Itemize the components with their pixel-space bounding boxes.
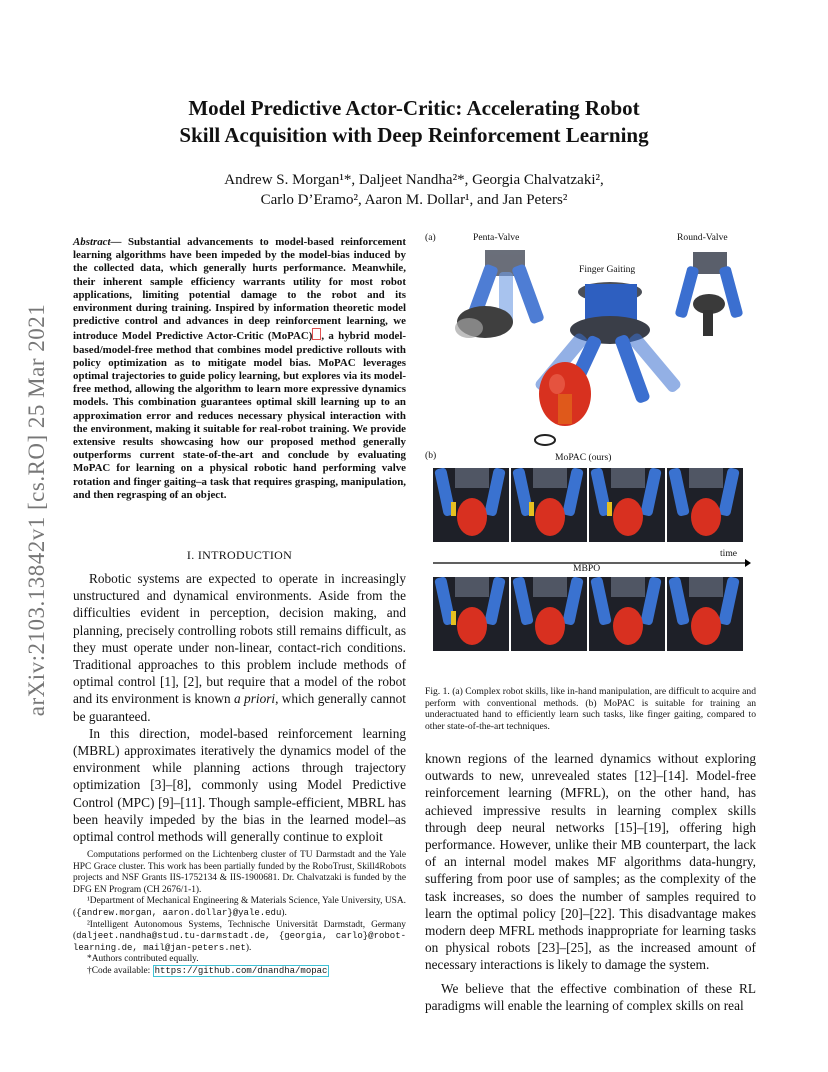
intro-p1-italic: a priori — [234, 691, 276, 707]
abstract-text-a: — Substantial advancements to model-based reinforcement learning algorithms have been impeded by the model-bias induced by the collected data, which generally hurts performance. Meanwhile, their inherent sample efficiency warrants utility for most robot applications, limiting potential damage to the robot and its environment during training. Inspired by information theoretic model predictive control and advances in deep reinforcement learning, we introduce Model Predictive Actor-Critic (MoPAC) — [73, 236, 406, 343]
fig-label-mbpo: MBPO — [573, 563, 601, 574]
mbpo-frame-3 — [589, 577, 665, 651]
footnote-yale — [73, 896, 406, 919]
footnote-code-text: †Code available: — [87, 965, 153, 976]
paper-title — [0, 95, 828, 149]
figure-1 — [425, 232, 756, 672]
mbpo-frame-4 — [667, 577, 743, 651]
fig-label-penta-valve: Penta-Valve — [473, 232, 520, 243]
robot-hand-illustration — [425, 244, 756, 452]
footnote-darmstadt — [73, 920, 406, 955]
intro-paragraph-1 — [73, 570, 406, 725]
arxiv-identifier: arXiv:2103.13842v1 [cs.RO] 25 Mar 2021 — [24, 303, 49, 717]
intro-p1-text: Robotic systems are expected to operate in increasingly unstructured and dynamical environments. Aside from the difficulties evident in perception, decision making, and planning, precisely controlling robots still remains difficult, as they must operate under non-linear, contact-rich conditions. Traditional approaches to this problem include methods of optimal control [1], [2], but require that a model of the robot and its environment is known — [73, 571, 406, 707]
mbpo-frame-1 — [433, 577, 509, 651]
fig-label-round-valve: Round-Valve — [677, 232, 728, 243]
footnote-code — [73, 966, 406, 978]
title-line-1: Model Predictive Actor-Critic: Accelerating Robot — [188, 96, 640, 120]
fig-label-mopac: MoPAC (ours) — [555, 452, 612, 463]
fig-label-a: (a) — [425, 232, 436, 243]
footnotes — [73, 850, 406, 978]
intro-p1-end: , which generally cannot be guaranteed. — [73, 691, 407, 724]
mopac-frame-3 — [589, 468, 665, 542]
right-paragraph-2: We believe that the effective combination of these RL paradigms will enable the learning of complex skills on real — [425, 980, 756, 1013]
right-column-body — [425, 750, 756, 1014]
figure-caption: Fig. 1. (a) Complex robot skills, like in-hand manipulation, are difficult to acquire and perform with conventional methods. (b) MoPAC is suitable for training an underactuated hand to efficiently learn such tasks, like finger gaiting, compared to other state-of-the-art techniques. — [425, 686, 757, 732]
authors-line-2: Carlo D’Eramo², Aaron M. Dollar¹, and Jan Peters² — [260, 192, 568, 208]
left-column-body — [73, 570, 406, 845]
mopac-frame-1 — [433, 468, 509, 542]
footnote-yale-text: ¹Department of Mechanical Engineering & Materials Science, Yale University, USA. ( — [73, 896, 406, 918]
mbpo-frame-2 — [511, 577, 587, 651]
footnote-darmstadt-end: ). — [245, 942, 252, 953]
footnote-darmstadt-text: ²Intelligent Autonomous Systems, Technische Universität Darmstadt, Germany ( — [73, 919, 406, 942]
footnote-yale-emails: {andrew.morgan, aaron.dollar}@yale.edu — [76, 907, 282, 918]
arxiv-sidebar — [14, 230, 60, 790]
mopac-frame-4 — [667, 468, 743, 542]
mopac-frame-2 — [511, 468, 587, 542]
footnote-funding: Computations performed on the Lichtenberg cluster of TU Darmstadt and the Yale HPC Grace cluster. This work has been partially funded by the RoboTrust, Skill4Robots projects and NSF Grants IIS-1752134 & IIS-1900681. Dr. Chalvatzaki is funded by the DFG EN Program (CH 2676/1-1). — [73, 850, 406, 895]
fig-label-time: time — [720, 548, 738, 559]
section-heading-introduction: I. INTRODUCTION — [186, 548, 293, 562]
fig-label-finger-gaiting: Finger Gaiting — [579, 264, 636, 275]
authors-line-1: Andrew S. Morgan¹*, Daljeet Nandha²*, Georgia Chalvatzaki², — [224, 172, 604, 188]
author-list — [0, 170, 828, 210]
abstract — [73, 236, 406, 502]
code-link[interactable]: https://github.com/dnandha/mopac — [154, 965, 328, 976]
right-paragraph-1: known regions of the learned dynamics without exploring outwards to new, unrevealed states [12]–[14]. Model-free reinforcement learning (MFRL), on the other hand, has achieved impressive results in learning complex skills through deep neural networks [15]–[19], offering high performance. However, unlike their MB counterpart, the lack of an internal model makes MF algorithms data-hungry, suffering from poor use of samples; as the complexity of the task increases, so does the number of samples required to learn the optimal policy [20]–[22]. This disadvantage makes modern deep MFRL methods inappropriate for learning tasks on physical robots [23]–[25], as the increased amount of necessary interactions is likely to damage the system. — [425, 751, 756, 973]
abstract-text-b: , a hybrid model-based/model-free method that combines model predictive rollouts with policy optimization as to mitigate model bias. MoPAC leverages optimal trajectories to guide policy learning, but explores via its model-free method, allowing the algorithm to learn more expressive dynamics models. This combination guarantees optimal skill learning up to an approximation error and reduces necessary physical interaction with the environment, making it suitable for real-robot training. We provide extensive results showcasing how our proposed method generally outperforms current state-of-the-art and conclude by evaluating MoPAC for learning on a physical robotic hand performing valve rotation and finger gaiting–a task that requires grasping, manipulation, and then regrasping of an object. — [73, 330, 407, 501]
footnote-equal: *Authors contributed equally. — [87, 954, 199, 965]
abstract-label: Abstract — [73, 236, 111, 248]
fig-label-b: (b) — [425, 450, 437, 461]
title-line-2: Skill Acquisition with Deep Reinforcement Learning — [179, 123, 649, 147]
footnote-yale-end: ). — [281, 907, 287, 918]
footnote-darmstadt-emails: daljeet.nandha@stud.tu-darmstadt.de, {georgia, carlo}@robot-learning.de, mail@jan-peters.net — [73, 931, 406, 953]
intro-paragraph-2: In this direction, model-based reinforcement learning (MBRL) approximates iteratively the dynamics model of the environment while planning actions through trajectory optimization [3]–[8], commonly using Model Predictive Control (MPC) [9]–[11]. Though sample-efficient, MBRL has been heavily impeded by the bias in the learned model–as optimal control methods will generally continue to exploit — [73, 725, 406, 845]
